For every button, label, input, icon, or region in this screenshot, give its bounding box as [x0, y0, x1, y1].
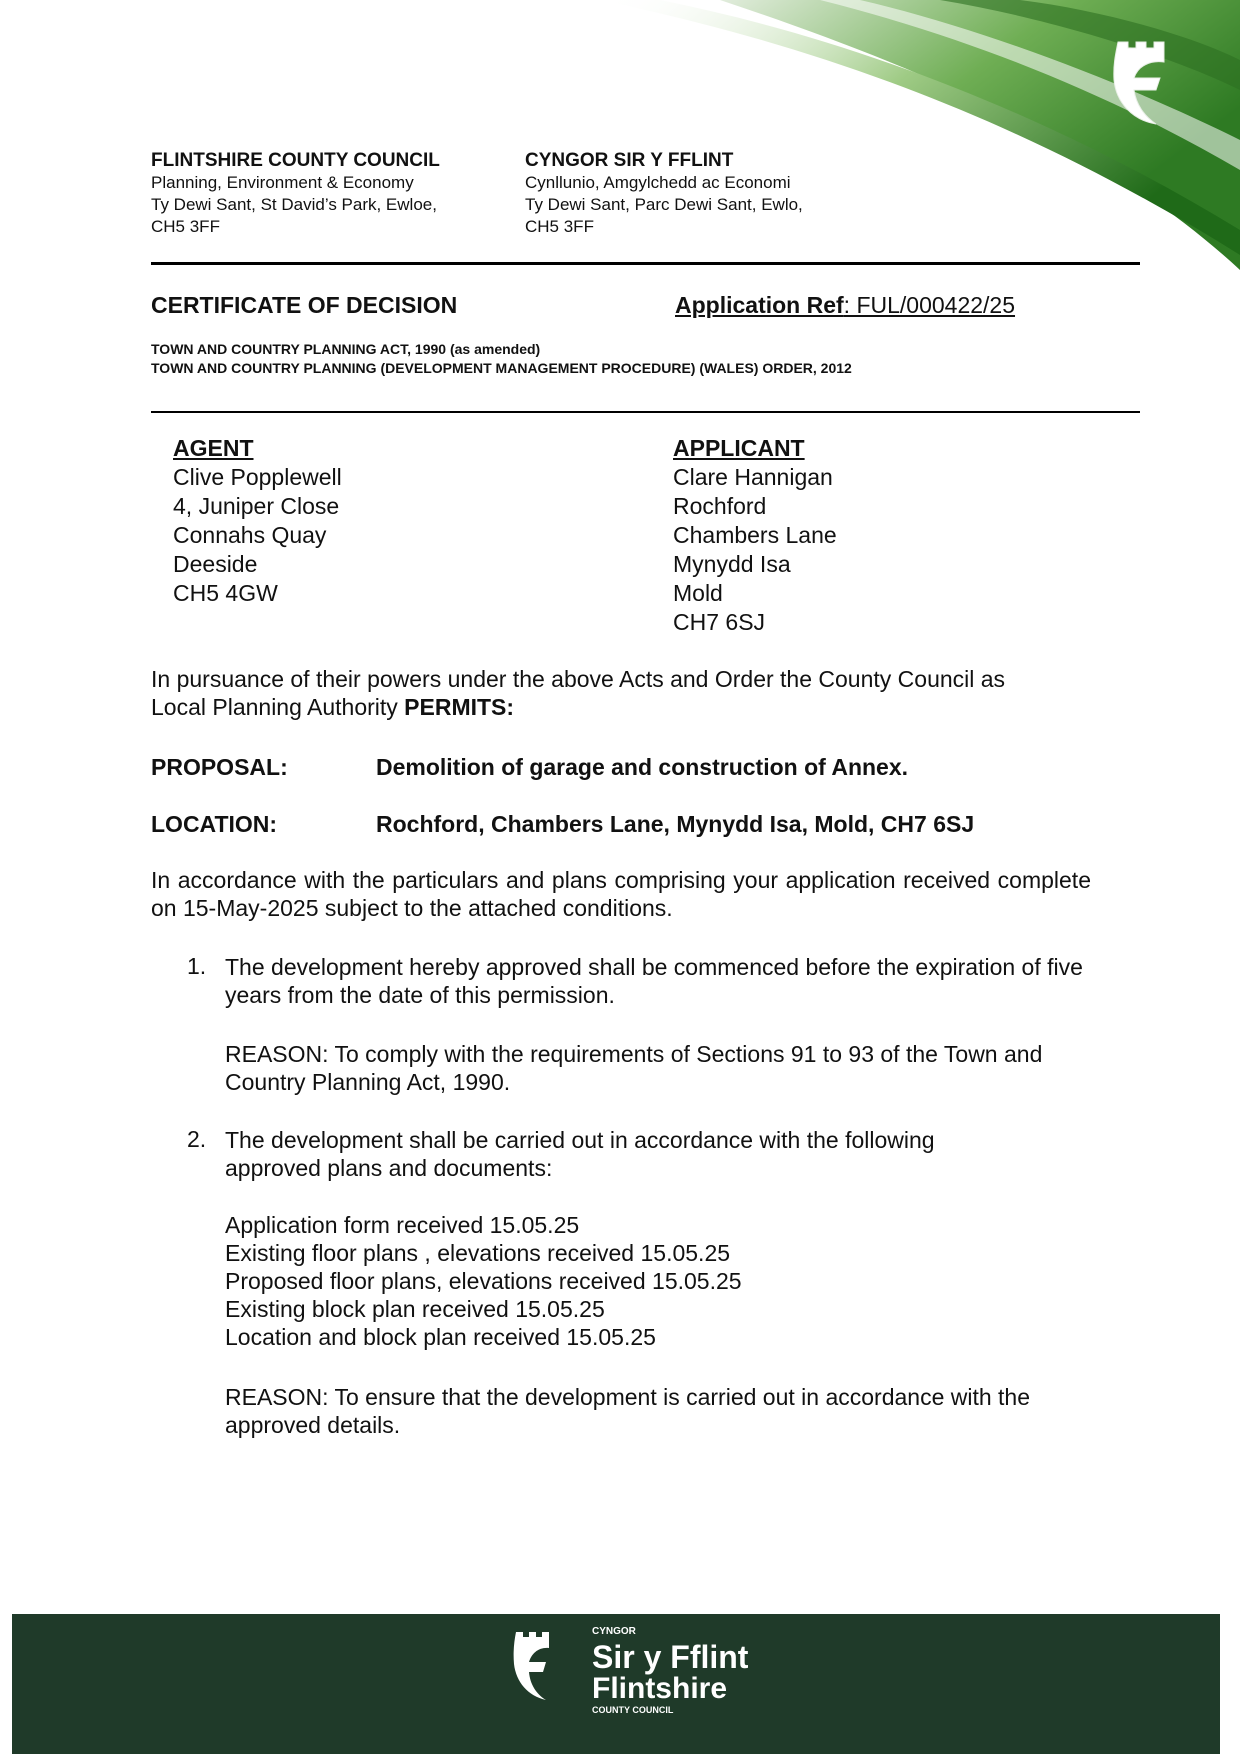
location-label: LOCATION:: [151, 811, 278, 837]
council-name-cy: CYNGOR SIR Y FFLINT: [525, 150, 734, 171]
proposal-label: PROPOSAL:: [151, 754, 288, 780]
council-name-en: FLINTSHIRE COUNTY COUNCIL: [151, 150, 440, 171]
council-dept-en: Planning, Environment & Economy: [151, 173, 414, 192]
council-postcode-cy: CH5 3FF: [525, 217, 594, 236]
application-ref-label: Application Ref: [675, 292, 844, 318]
proposal-value: Demolition of garage and construction of Annex.: [376, 754, 909, 780]
logo-county-council: COUNTY COUNCIL: [592, 1705, 674, 1715]
decision-intro-line-2: [151, 693, 1089, 721]
castle-f-icon: [1098, 32, 1198, 132]
agent-title: AGENT: [173, 435, 254, 461]
approved-document: Existing floor plans , elevations received 15.05.25: [225, 1240, 731, 1266]
condition-2-text: The development shall be carried out in accordance with the following approved plans and documents:: [225, 1127, 935, 1181]
applicant-block: [673, 434, 837, 637]
decision-intro-text: Local Planning Authority: [151, 694, 405, 720]
applicant-line: CH7 6SJ: [673, 609, 766, 635]
act-line-1: TOWN AND COUNTRY PLANNING ACT, 1990 (as amended): [151, 341, 541, 357]
logo-sir-y-fflint: Sir y Fflint: [592, 1639, 748, 1675]
application-ref-value: : FUL/000422/25: [843, 292, 1016, 318]
condition-1-text: The development hereby approved shall be commenced before the expiration of five years from the date of this permission.: [225, 954, 1083, 1008]
decision-verdict: PERMITS:: [404, 694, 515, 720]
approved-document: Proposed floor plans, elevations received 15.05.25: [225, 1268, 742, 1294]
approved-document: Application form received 15.05.25: [225, 1212, 580, 1238]
act-line-2: TOWN AND COUNTRY PLANNING (DEVELOPMENT MANAGEMENT PROCEDURE) (WALES) ORDER, 2012: [151, 360, 852, 376]
decision-intro-line-1: In pursuance of their powers under the above Acts and Order the County Council as: [151, 666, 1006, 692]
council-welsh-block: [525, 150, 803, 238]
agent-line: Connahs Quay: [173, 522, 327, 548]
applicant-line: Chambers Lane: [673, 522, 837, 548]
approved-document: Location and block plan received 15.05.25: [225, 1324, 656, 1350]
approved-document: Existing block plan received 15.05.25: [225, 1296, 605, 1322]
agent-line: Clive Popplewell: [173, 464, 342, 490]
condition-1-reason: REASON: To comply with the requirements of Sections 91 to 93 of the Town and Country Planning Act, 1990.: [225, 1041, 1043, 1095]
applicant-title: APPLICANT: [673, 435, 805, 461]
council-address-cy: Ty Dewi Sant, Parc Dewi Sant, Ewlo,: [525, 195, 803, 214]
certificate-title: CERTIFICATE OF DECISION: [151, 292, 458, 318]
applicant-line: Mold: [673, 580, 723, 606]
logo-cyngor: CYNGOR: [592, 1626, 636, 1637]
application-ref: [675, 292, 1015, 319]
acts-block: [151, 340, 852, 378]
applicant-line: Clare Hannigan: [673, 464, 833, 490]
agent-line: 4, Juniper Close: [173, 493, 340, 519]
council-english-block: [151, 150, 440, 238]
council-address-en: Ty Dewi Sant, St David’s Park, Ewloe,: [151, 195, 437, 214]
agent-line: CH5 4GW: [173, 580, 278, 606]
location-value: Rochford, Chambers Lane, Mynydd Isa, Mold, CH7 6SJ: [376, 811, 975, 837]
agent-line: Deeside: [173, 551, 258, 577]
condition-number: 1.: [187, 953, 207, 979]
accordance-paragraph: In accordance with the particulars and plans comprising your application received complete on 15-May-2025 subject to the attached conditions.: [151, 867, 1091, 921]
condition-2-reason: REASON: To ensure that the development is carried out in accordance with the approved details.: [225, 1384, 1031, 1438]
decision-intro: [151, 665, 1089, 721]
header-divider: [151, 262, 1140, 265]
condition-number: 2.: [187, 1126, 207, 1152]
applicant-line: Mynydd Isa: [673, 551, 791, 577]
footer-castle-f-icon: [514, 1632, 549, 1700]
council-dept-cy: Cynllunio, Amgylchedd ac Economi: [525, 173, 791, 192]
agent-block: [173, 434, 342, 608]
flintshire-logo: [508, 1600, 748, 1740]
applicant-line: Rochford: [673, 493, 767, 519]
council-postcode-en: CH5 3FF: [151, 217, 220, 236]
logo-flintshire: Flintshire: [592, 1672, 728, 1705]
acts-divider: [151, 411, 1140, 413]
approved-documents-list: [225, 1211, 1095, 1351]
